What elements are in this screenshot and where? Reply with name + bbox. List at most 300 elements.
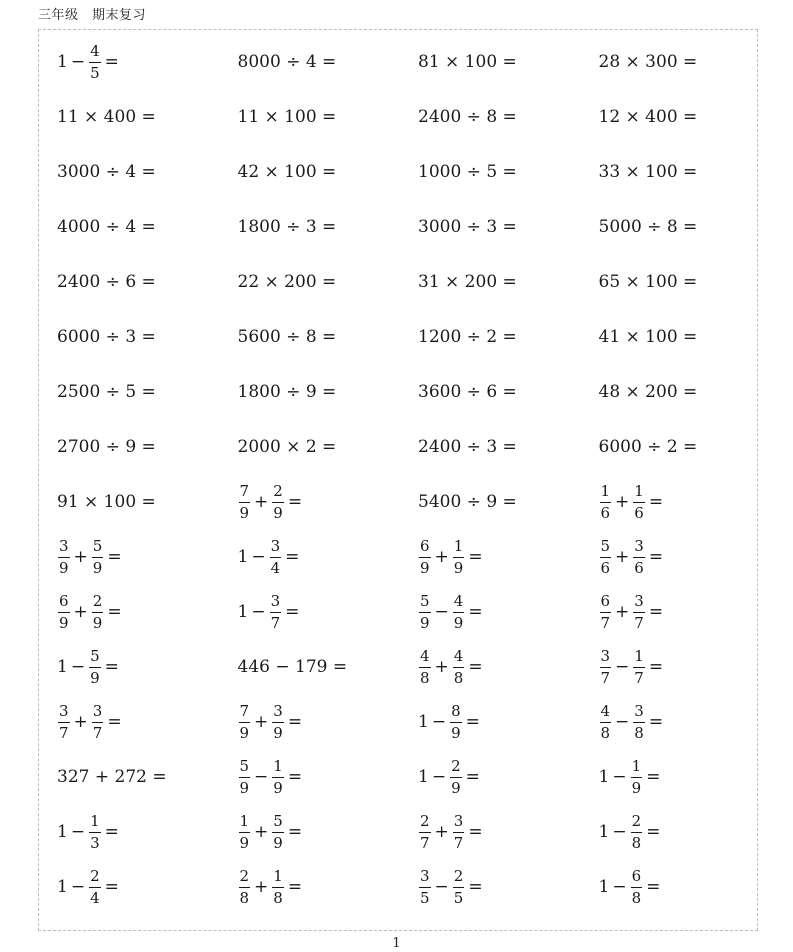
fraction — [272, 703, 284, 742]
numerator: 3 — [270, 592, 281, 610]
expression-text: 11 × 100 = — [237, 107, 337, 127]
whole-number: 1 — [418, 767, 429, 787]
numerator: 4 — [600, 702, 611, 720]
fraction-bar — [419, 832, 431, 833]
expression-text: 5000 ÷ 8 = — [598, 217, 698, 237]
operator: + — [73, 712, 88, 732]
denominator: 9 — [453, 614, 464, 632]
denominator: 6 — [634, 559, 644, 577]
operator: − — [612, 877, 627, 897]
numerator: 5 — [239, 757, 250, 775]
numerator: 2 — [631, 812, 642, 830]
denominator: 6 — [634, 504, 644, 522]
equals-sign: = — [468, 822, 483, 842]
denominator: 8 — [631, 834, 642, 852]
fraction-bar — [453, 667, 465, 668]
fraction — [239, 483, 251, 522]
expression-text: 12 × 400 = — [598, 107, 698, 127]
problem-cell — [599, 200, 780, 255]
fraction — [272, 868, 284, 907]
denominator: 8 — [631, 889, 642, 907]
problem-cell — [57, 585, 238, 640]
problem-cell — [57, 530, 238, 585]
fraction-bar — [450, 722, 462, 723]
fraction — [89, 813, 101, 852]
problem-cell — [418, 145, 599, 200]
expression-text: 42 × 100 = — [237, 162, 337, 182]
fraction — [239, 868, 251, 907]
problem-cell — [57, 750, 238, 805]
numerator: 5 — [273, 812, 283, 830]
denominator: 8 — [239, 889, 250, 907]
numerator: 1 — [634, 482, 644, 500]
fraction-bar — [270, 612, 282, 613]
operator: − — [70, 657, 86, 677]
equals-sign: = — [104, 52, 119, 72]
problem-cell — [599, 585, 780, 640]
fraction — [419, 813, 431, 852]
operator: − — [251, 602, 266, 622]
fraction-bar — [419, 667, 431, 668]
denominator: 9 — [239, 504, 250, 522]
numerator: 1 — [600, 482, 611, 500]
operator: − — [254, 767, 269, 787]
problem-cell — [418, 860, 599, 915]
problem-cell — [57, 805, 238, 860]
numerator: 1 — [239, 812, 250, 830]
numerator: 3 — [634, 702, 644, 720]
fraction — [272, 813, 284, 852]
numerator: 1 — [90, 812, 100, 830]
numerator: 1 — [273, 757, 283, 775]
problem-cell — [57, 365, 238, 420]
problem-cell — [57, 310, 238, 365]
expression-text: 5400 ÷ 9 = — [418, 492, 517, 512]
denominator: 9 — [420, 614, 430, 632]
expression-text: 3600 ÷ 6 = — [418, 382, 517, 402]
problem-cell — [57, 860, 238, 915]
denominator: 7 — [634, 614, 644, 632]
fraction-bar — [272, 832, 284, 833]
fraction — [600, 648, 612, 687]
whole-number: 1 — [57, 657, 68, 677]
fraction-bar — [633, 557, 645, 558]
equals-sign: = — [468, 877, 483, 897]
denominator: 9 — [273, 779, 283, 797]
fraction-bar — [419, 612, 431, 613]
problem-cell — [599, 860, 780, 915]
expression-text: 2400 ÷ 3 = — [418, 437, 517, 457]
fraction-bar — [272, 887, 284, 888]
fraction-bar — [600, 667, 612, 668]
expression-text: 2400 ÷ 8 = — [418, 107, 517, 127]
fraction-bar — [600, 722, 612, 723]
problem-cell — [238, 310, 419, 365]
fraction — [453, 813, 465, 852]
whole-number: 1 — [237, 602, 249, 622]
problem-cell — [238, 90, 419, 145]
problem-cell — [418, 90, 599, 145]
numerator: 3 — [634, 537, 644, 555]
problem-cell — [238, 530, 419, 585]
numerator: 2 — [92, 592, 103, 610]
expression-text: 1200 ÷ 2 = — [418, 327, 517, 347]
numerator: 6 — [631, 867, 642, 885]
equals-sign: = — [285, 602, 300, 622]
fraction-bar — [239, 887, 251, 888]
expression-text: 81 × 100 = — [418, 52, 517, 72]
equals-sign: = — [287, 492, 303, 512]
numerator: 4 — [453, 647, 464, 665]
expression-text: 1800 ÷ 3 = — [237, 217, 337, 237]
equals-sign: = — [287, 712, 303, 732]
problem-cell — [57, 90, 238, 145]
fraction — [600, 538, 612, 577]
fraction — [239, 813, 251, 852]
expression-text: 41 × 100 = — [598, 327, 698, 347]
problem-cell — [599, 255, 780, 310]
expression-text: 65 × 100 = — [598, 272, 698, 292]
numerator: 2 — [420, 812, 430, 830]
operator: + — [434, 547, 449, 567]
equals-sign: = — [468, 602, 483, 622]
fraction — [89, 868, 101, 907]
denominator: 7 — [634, 669, 644, 687]
operator: + — [254, 822, 269, 842]
fraction — [92, 538, 104, 577]
denominator: 9 — [451, 779, 461, 797]
numerator: 1 — [453, 537, 464, 555]
denominator: 8 — [420, 669, 430, 687]
equals-sign: = — [468, 547, 483, 567]
problem-cell — [418, 255, 599, 310]
denominator: 7 — [600, 669, 611, 687]
fraction — [633, 648, 645, 687]
expression-text: 4000 ÷ 4 = — [57, 217, 156, 237]
operator: − — [431, 712, 447, 732]
expression-text: 2000 × 2 = — [237, 437, 337, 457]
problem-cell — [599, 365, 780, 420]
fraction-bar — [89, 832, 101, 833]
fraction — [631, 813, 643, 852]
expression-text: 3000 ÷ 3 = — [418, 217, 517, 237]
fraction-bar — [58, 557, 70, 558]
whole-number: 1 — [598, 877, 610, 897]
denominator: 6 — [600, 559, 611, 577]
denominator: 9 — [273, 504, 283, 522]
problem-cell — [418, 420, 599, 475]
fraction — [633, 483, 645, 522]
fraction — [92, 593, 104, 632]
equals-sign: = — [104, 657, 119, 677]
operator: − — [251, 547, 266, 567]
denominator: 5 — [420, 889, 430, 907]
fraction — [600, 703, 612, 742]
problem-cell — [238, 35, 419, 90]
operator: − — [612, 767, 627, 787]
fraction-bar — [89, 887, 101, 888]
fraction — [89, 43, 101, 82]
numerator: 3 — [600, 647, 611, 665]
expression-text: 28 × 300 = — [598, 52, 698, 72]
denominator: 8 — [453, 669, 464, 687]
fraction — [633, 538, 645, 577]
operator: + — [254, 492, 269, 512]
expression-text: 1000 ÷ 5 = — [418, 162, 517, 182]
numerator: 7 — [239, 482, 250, 500]
denominator: 9 — [420, 559, 430, 577]
numerator: 3 — [420, 867, 430, 885]
fraction — [631, 758, 643, 797]
fraction-bar — [450, 777, 462, 778]
fraction-bar — [89, 62, 101, 63]
denominator: 7 — [420, 834, 430, 852]
numerator: 5 — [600, 537, 611, 555]
numerator: 6 — [600, 592, 611, 610]
operator: + — [615, 602, 630, 622]
equals-sign: = — [646, 877, 661, 897]
operator: − — [612, 822, 627, 842]
equals-sign: = — [104, 877, 119, 897]
problem-cell — [238, 365, 419, 420]
operator: + — [254, 877, 269, 897]
problem-cell — [418, 530, 599, 585]
problem-cell — [418, 475, 599, 530]
operator: + — [615, 492, 630, 512]
fraction-bar — [272, 777, 284, 778]
equals-sign: = — [107, 547, 122, 567]
fraction — [270, 538, 282, 577]
equals-sign: = — [648, 712, 664, 732]
problem-cell — [599, 640, 780, 695]
expression-text: 91 × 100 = — [57, 492, 156, 512]
fraction — [239, 758, 251, 797]
whole-number: 1 — [57, 877, 68, 897]
problem-cell — [599, 805, 780, 860]
fraction — [453, 593, 465, 632]
problem-cell — [57, 420, 238, 475]
whole-number: 1 — [418, 712, 429, 732]
numerator: 8 — [451, 702, 461, 720]
equals-sign: = — [648, 547, 664, 567]
fraction — [450, 703, 462, 742]
fraction — [270, 593, 282, 632]
equals-sign: = — [646, 767, 661, 787]
problem-grid — [57, 35, 779, 915]
problem-cell — [57, 475, 238, 530]
numerator: 6 — [59, 592, 69, 610]
fraction-bar — [92, 612, 104, 613]
numerator: 5 — [92, 537, 103, 555]
fraction — [419, 538, 431, 577]
problem-cell — [599, 420, 780, 475]
equals-sign: = — [648, 492, 664, 512]
denominator: 5 — [90, 64, 100, 82]
numerator: 7 — [239, 702, 250, 720]
fraction — [239, 703, 251, 742]
fraction-bar — [272, 722, 284, 723]
fraction-bar — [631, 832, 643, 833]
fraction — [272, 758, 284, 797]
denominator: 9 — [59, 614, 69, 632]
numerator: 3 — [92, 702, 103, 720]
problem-cell — [418, 310, 599, 365]
operator: − — [434, 877, 449, 897]
expression-text: 48 × 200 = — [598, 382, 698, 402]
denominator: 4 — [270, 559, 281, 577]
numerator: 2 — [451, 757, 461, 775]
problem-cell — [57, 640, 238, 695]
problem-cell — [238, 640, 419, 695]
fraction — [453, 538, 465, 577]
numerator: 4 — [90, 42, 100, 60]
fraction-bar — [633, 502, 645, 503]
numerator: 2 — [453, 867, 464, 885]
numerator: 3 — [59, 702, 69, 720]
operator: − — [70, 52, 86, 72]
fraction-bar — [600, 612, 612, 613]
fraction-bar — [453, 557, 465, 558]
operator: + — [615, 547, 630, 567]
problem-cell — [238, 805, 419, 860]
fraction-bar — [631, 887, 643, 888]
problem-cell — [238, 750, 419, 805]
operator: − — [70, 877, 86, 897]
denominator: 9 — [239, 834, 250, 852]
equals-sign: = — [646, 822, 661, 842]
fraction — [58, 593, 70, 632]
numerator: 3 — [59, 537, 69, 555]
problem-cell — [418, 750, 599, 805]
numerator: 4 — [420, 647, 430, 665]
problem-cell — [57, 255, 238, 310]
denominator: 9 — [59, 559, 69, 577]
numerator: 1 — [631, 757, 642, 775]
numerator: 6 — [420, 537, 430, 555]
fraction-bar — [453, 612, 465, 613]
operator: + — [254, 712, 269, 732]
problem-cell — [57, 695, 238, 750]
equals-sign: = — [287, 877, 303, 897]
denominator: 8 — [273, 889, 283, 907]
denominator: 3 — [90, 834, 100, 852]
equals-sign: = — [285, 547, 300, 567]
problem-cell — [418, 365, 599, 420]
expression-text: 6000 ÷ 2 = — [598, 437, 698, 457]
fraction-bar — [600, 557, 612, 558]
expression-text: 31 × 200 = — [418, 272, 517, 292]
fraction — [600, 483, 612, 522]
denominator: 9 — [92, 559, 103, 577]
operator: + — [73, 547, 88, 567]
equals-sign: = — [287, 767, 303, 787]
numerator: 4 — [453, 592, 464, 610]
whole-number: 1 — [598, 767, 610, 787]
fraction-bar — [92, 722, 104, 723]
problem-cell — [418, 585, 599, 640]
numerator: 5 — [90, 647, 100, 665]
denominator: 4 — [90, 889, 100, 907]
problem-cell — [238, 860, 419, 915]
equals-sign: = — [104, 822, 119, 842]
fraction — [453, 868, 465, 907]
numerator: 2 — [273, 482, 283, 500]
equals-sign: = — [287, 822, 303, 842]
numerator: 1 — [634, 647, 644, 665]
problem-cell — [238, 420, 419, 475]
fraction-bar — [92, 557, 104, 558]
fraction — [450, 758, 462, 797]
whole-number: 1 — [598, 822, 610, 842]
denominator: 9 — [239, 724, 250, 742]
problem-cell — [418, 35, 599, 90]
problem-cell — [238, 585, 419, 640]
fraction-bar — [58, 722, 70, 723]
expression-text: 6000 ÷ 3 = — [57, 327, 156, 347]
numerator: 2 — [239, 867, 250, 885]
expression-text: 446 − 179 = — [237, 657, 348, 677]
fraction-bar — [239, 832, 251, 833]
problem-cell — [238, 200, 419, 255]
numerator: 3 — [270, 537, 281, 555]
operator: − — [434, 602, 449, 622]
equals-sign: = — [465, 712, 480, 732]
fraction — [419, 593, 431, 632]
numerator: 3 — [273, 702, 283, 720]
fraction-bar — [239, 722, 251, 723]
problem-cell — [599, 530, 780, 585]
fraction — [631, 868, 643, 907]
equals-sign: = — [648, 602, 664, 622]
problem-cell — [238, 145, 419, 200]
expression-text: 2700 ÷ 9 = — [57, 437, 156, 457]
fraction-bar — [239, 777, 251, 778]
denominator: 7 — [453, 834, 464, 852]
numerator: 5 — [420, 592, 430, 610]
denominator: 9 — [90, 669, 100, 687]
operator: − — [431, 767, 447, 787]
denominator: 7 — [92, 724, 103, 742]
problem-cell — [57, 200, 238, 255]
problem-cell — [599, 475, 780, 530]
expression-text: 2500 ÷ 5 = — [57, 382, 156, 402]
expression-text: 5600 ÷ 8 = — [237, 327, 337, 347]
problem-cell — [599, 35, 780, 90]
denominator: 5 — [453, 889, 464, 907]
fraction — [453, 648, 465, 687]
problem-cell — [418, 200, 599, 255]
whole-number: 1 — [57, 822, 68, 842]
fraction — [89, 648, 101, 687]
fraction-bar — [89, 667, 101, 668]
operator: + — [73, 602, 88, 622]
problem-cell — [599, 145, 780, 200]
equals-sign: = — [465, 767, 480, 787]
fraction-bar — [600, 502, 612, 503]
expression-text: 2400 ÷ 6 = — [57, 272, 156, 292]
expression-text: 3000 ÷ 4 = — [57, 162, 156, 182]
problem-cell — [599, 90, 780, 145]
operator: − — [615, 657, 630, 677]
operator: + — [434, 822, 449, 842]
expression-text: 1800 ÷ 9 = — [237, 382, 337, 402]
fraction — [600, 593, 612, 632]
expression-text: 33 × 100 = — [598, 162, 698, 182]
problem-cell — [57, 35, 238, 90]
fraction — [58, 703, 70, 742]
denominator: 7 — [59, 724, 69, 742]
fraction — [419, 648, 431, 687]
